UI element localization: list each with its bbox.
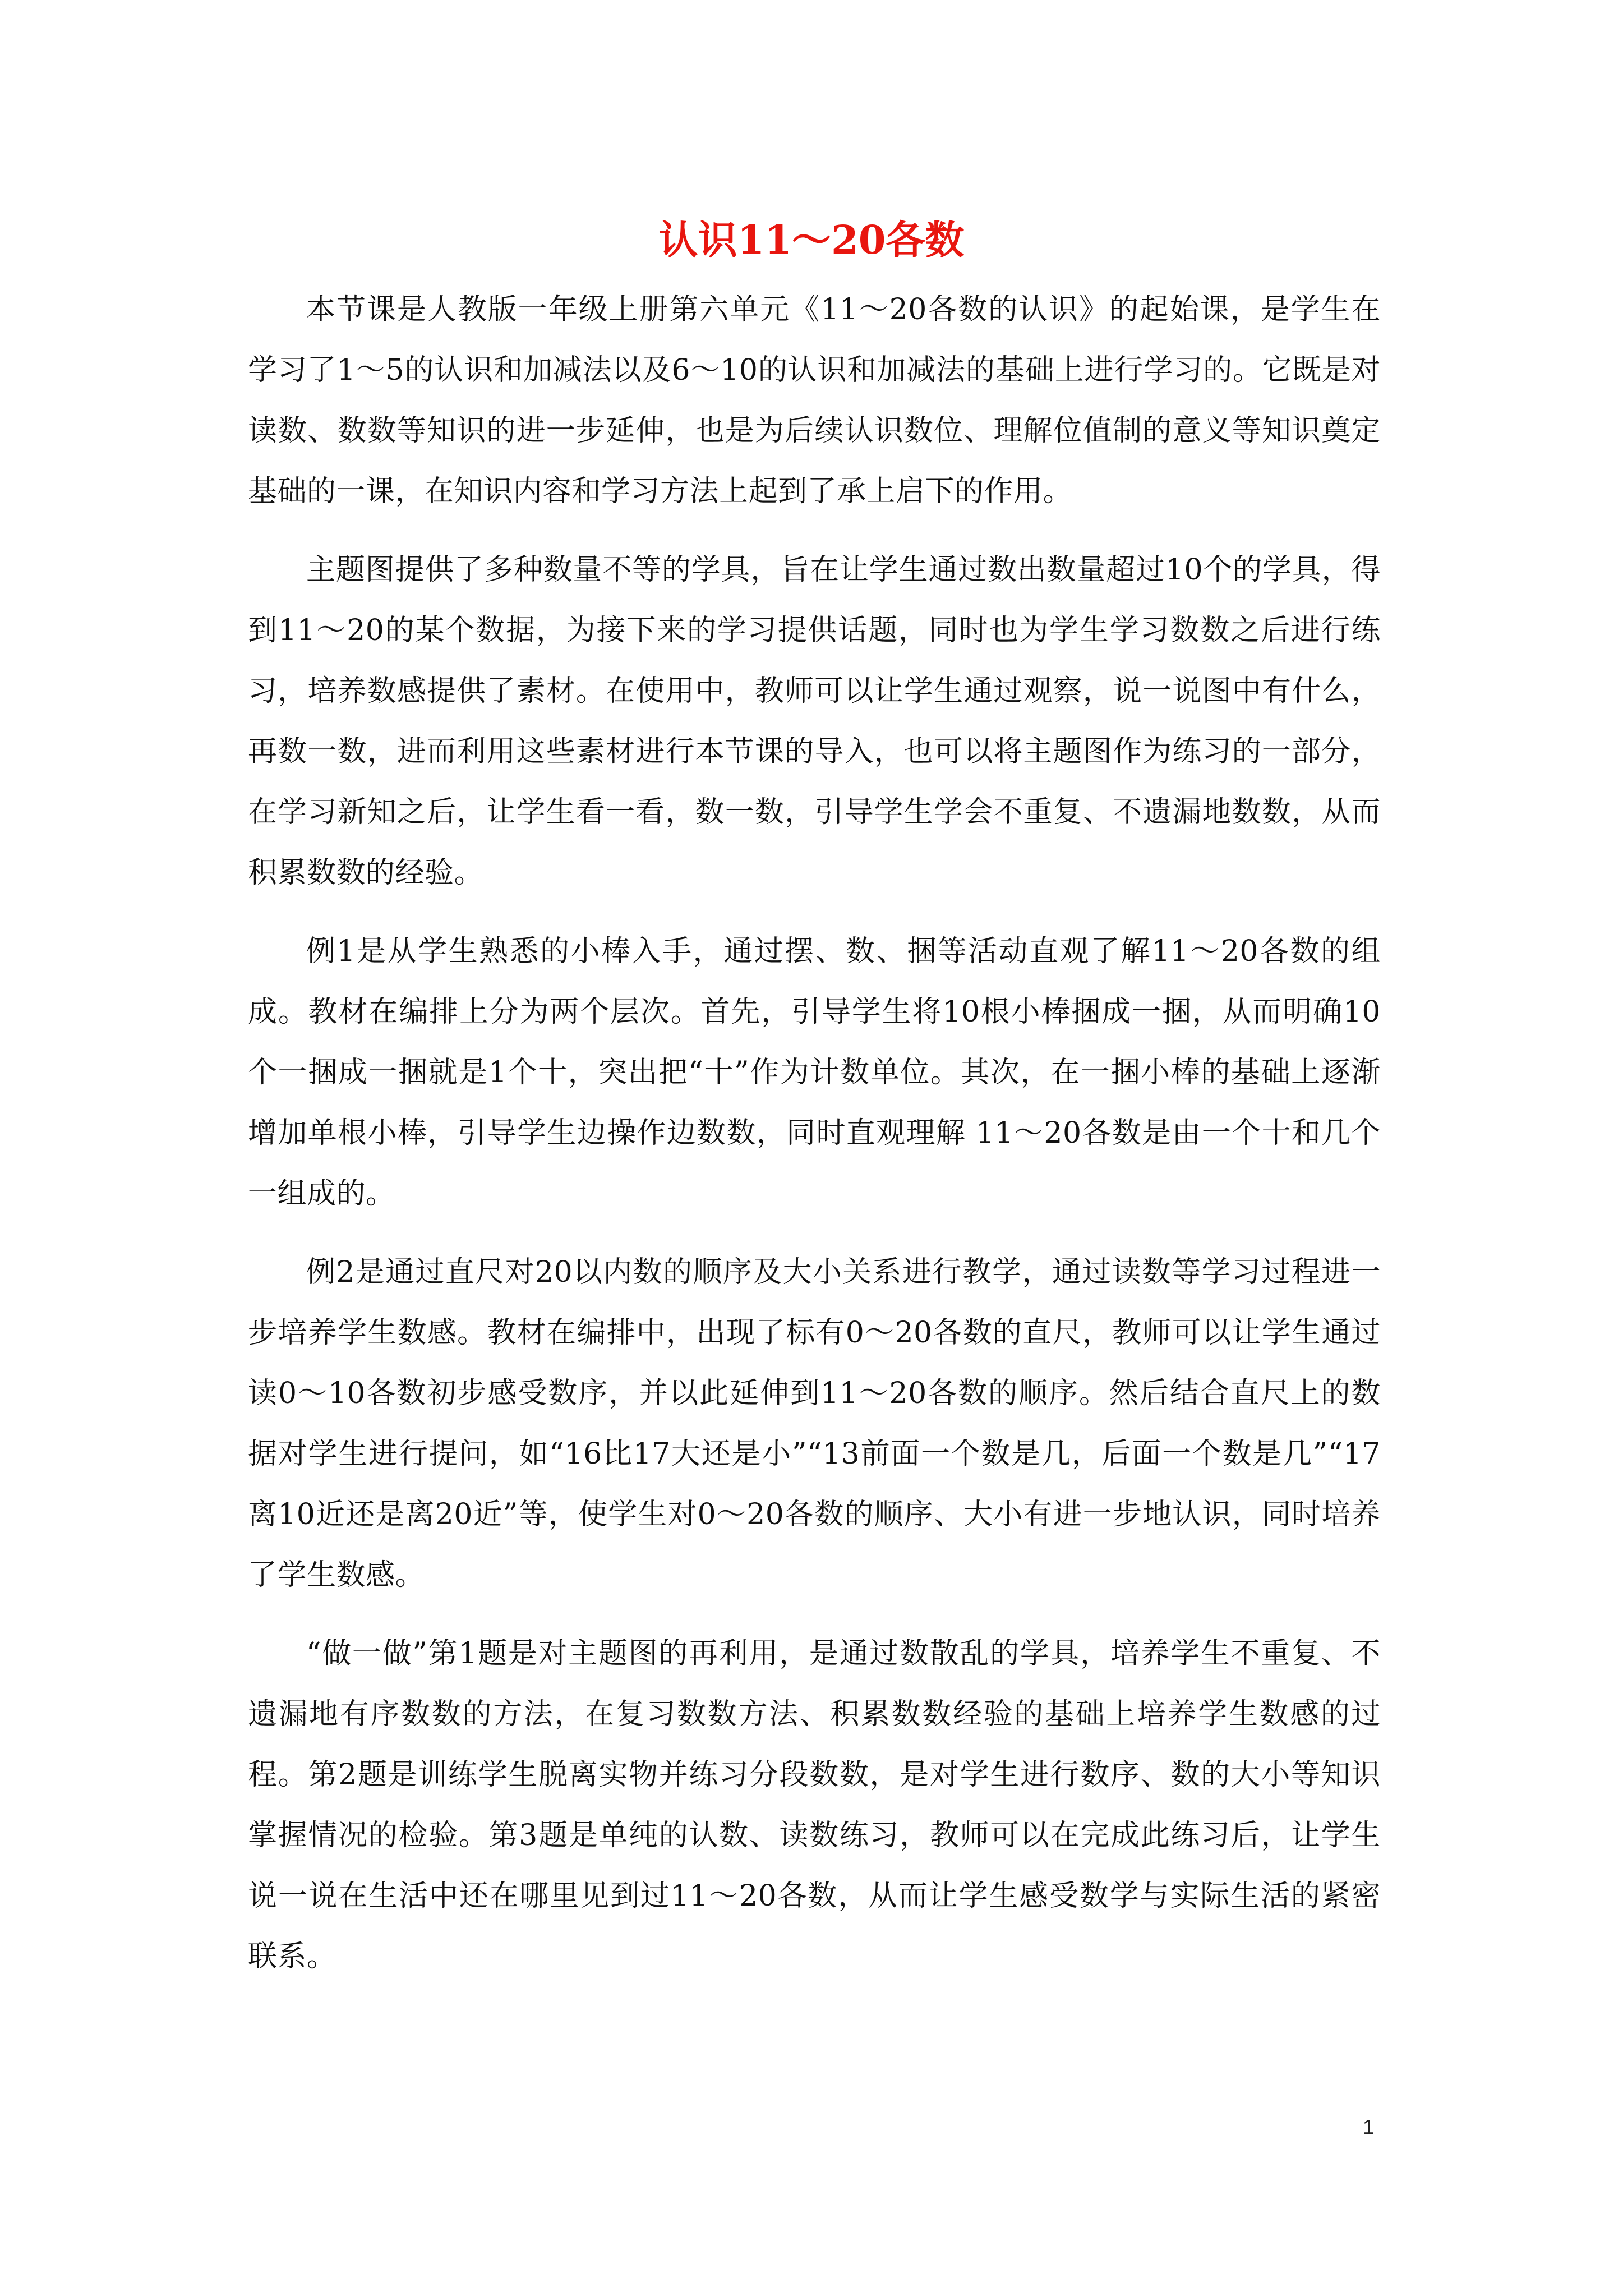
paragraph-3: 例1是从学生熟悉的小棒入手，通过摆、数、捆等活动直观了解11～20各数的组成。教材在编排上分为两个层次。首先，引导学生将10根小棒捆成一捆，从而明确10个一捆成一捆就是1个十，突出把“十”作为计数单位。其次，在一捆小棒的基础上逐渐增加单根小棒，引导学生边操作边数数，同时直观理解 11～20各数是由一个十和几个一组成的。 (248, 935, 1381, 1211)
document-body (248, 279, 1381, 2005)
paragraph-2: 主题图提供了多种数量不等的学具，旨在让学生通过数出数量超过10个的学具，得到11～20的某个数据，为接下来的学习提供话题，同时也为学生学习数数之后进行练习，培养数感提供了素材。在使用中，教师可以让学生通过观察，说一说图中有什么，再数一数，进而利用这些素材进行本节课的导入，也可以将主题图作为练习的一部分，在学习新知之后，让学生看一看，数一数，引导学生学会不重复、不遗漏地数数，从而积累数数的经验。 (248, 553, 1381, 890)
paragraph-5: “做一做”第1题是对主题图的再利用，是通过数散乱的学具，培养学生不重复、不遗漏地有序数数的方法，在复习数数方法、积累数数经验的基础上培养学生数感的过程。第2题是训练学生脱离实物并练习分段数数，是对学生进行数序、数的大小等知识掌握情况的检验。第3题是单纯的认数、读数练习，教师可以在完成此练习后，让学生说一说在生活中还在哪里见到过11～20各数，从而让学生感受数学与实际生活的紧密联系。 (248, 1637, 1381, 1973)
paragraph-1: 本节课是人教版一年级上册第六单元《11～20各数的认识》的起始课，是学生在学习了1～5的认识和加减法以及6～10的认识和加减法的基础上进行学习的。它既是对读数、数数等知识的进一步延伸，也是为后续认识数位、理解位值制的意义等知识奠定基础的一课，在知识内容和学习方法上起到了承上启下的作用。 (248, 293, 1381, 508)
paragraph-4: 例2是通过直尺对20以内数的顺序及大小关系进行教学，通过读数等学习过程进一步培养学生数感。教材在编排中，出现了标有0～20各数的直尺，教师可以让学生通过读0～10各数初步感受数序，并以此延伸到11～20各数的顺序。然后结合直尺上的数据对学生进行提问，如“16比17大还是小”“13前面一个数是几，后面一个数是几”“17离10近还是离20近”等，使学生对0～20各数的顺序、大小有进一步地认识，同时培养了学生数感。 (248, 1255, 1381, 1592)
page-number: 1 (1363, 2115, 1375, 2138)
page-title: 认识11～20各数 (658, 217, 965, 263)
